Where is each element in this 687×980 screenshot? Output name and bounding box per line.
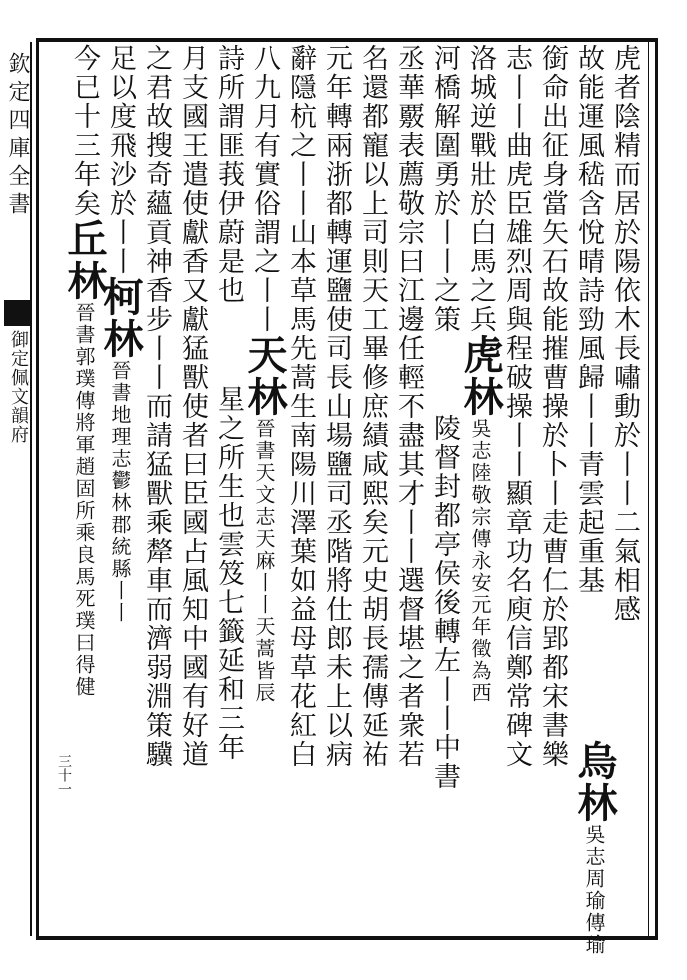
margin-publisher: 御定佩文韻府 (8, 330, 29, 444)
annotation-text: 晉書郭璞傳將軍趙固 (72, 302, 96, 500)
headword: 烏林 (571, 740, 618, 824)
annotation-text: 吳志陸敬宗傳永安元年徵為西 (468, 418, 492, 704)
headword: 柯林 (97, 276, 144, 360)
column-text: 詩所謂匪莪伊蔚是也 (213, 44, 244, 305)
annotation-text: 星之所生也雲笈七籤延和三年 (213, 385, 244, 762)
column-text: 今已十三年矣 (69, 44, 100, 218)
top-border (36, 38, 658, 42)
annotation-text: 吳志周瑜傳瑜 (582, 824, 606, 956)
text-column (318, 44, 354, 934)
text-column (571, 740, 618, 956)
column-text: 之君故搜奇蘊貢神香步丨丨而請猛獸乘犛車而濟弱淵策驥 (141, 44, 172, 769)
annotation-text: 陵督封都亭侯後轉左丨丨中書 (429, 414, 460, 791)
page-number: 三十一 (56, 754, 72, 796)
annotation-text: 晉書地理志鬱林郡統縣丨丨 (108, 360, 132, 624)
text-column (606, 44, 642, 734)
text-column (426, 44, 462, 934)
column-text: 河橋解圍勇於丨丨之策 (429, 44, 460, 334)
text-column (457, 44, 504, 934)
left-border (36, 38, 39, 940)
column-text: 故能運風嵇含悅晴詩勁風歸丨丨青雲起重基 (573, 44, 604, 595)
margin-title: 欽定四庫全書 (5, 52, 30, 220)
column-text: 元年轉兩浙都轉運鹽使司長山場鹽司丞階將仕郎未上以病 (321, 44, 352, 769)
text-column (390, 44, 426, 934)
annotation-text: 晉書天文志天麻丨丨天蒿皆辰 (252, 418, 276, 704)
headword: 虎林 (457, 334, 504, 418)
column-text: 銜命出征身當矢石故能摧曹操於卜丨走曹仁於郢都宋書樂 (537, 44, 568, 769)
annotation-text: 所乘良馬死璞曰得健 (72, 500, 96, 698)
text-column (174, 44, 210, 934)
text-column (498, 44, 534, 934)
column-text: 虎者陰精而居於陽依木長嘯動於丨丨二氣相感 (609, 44, 640, 624)
column-text: 丞華覈表薦敬宗曰江邊任輕不盡其才丨丨選督堪之者衆若 (393, 44, 424, 769)
text-column (354, 44, 390, 934)
column-text: 足以度飛沙於丨丨 (105, 44, 136, 276)
text-column (241, 44, 288, 934)
column-text: 志丨丨曲虎臣雄烈周與程破操丨丨顯章功名庾信鄭常碑文 (501, 44, 532, 769)
text-column (534, 44, 570, 934)
text-column (138, 44, 174, 934)
right-border (655, 38, 658, 940)
headword: 丘林 (61, 218, 108, 302)
column-text: 名還都寵以上司則天工畢修庶績咸熙矣元史胡長孺傳延祐 (357, 44, 388, 769)
text-column (97, 44, 144, 934)
headword: 天林 (241, 334, 288, 418)
column-text: 八九月有實俗謂之丨丨 (249, 44, 280, 334)
bottom-border (36, 936, 658, 940)
column-text: 月支國王遣使獻香又獻猛獸使者曰臣國占風知中國有好道 (177, 44, 208, 769)
column-text: 洛城逆戰壯於白馬之兵 (465, 44, 496, 334)
text-column (282, 44, 318, 934)
right-inner-border (648, 42, 649, 936)
column-text: 辭隱杭之丨丨山本草馬先蒿生南陽川澤葉如益母草花紅白 (285, 44, 316, 769)
fishtail-mark (4, 300, 30, 326)
text-column (210, 44, 246, 934)
